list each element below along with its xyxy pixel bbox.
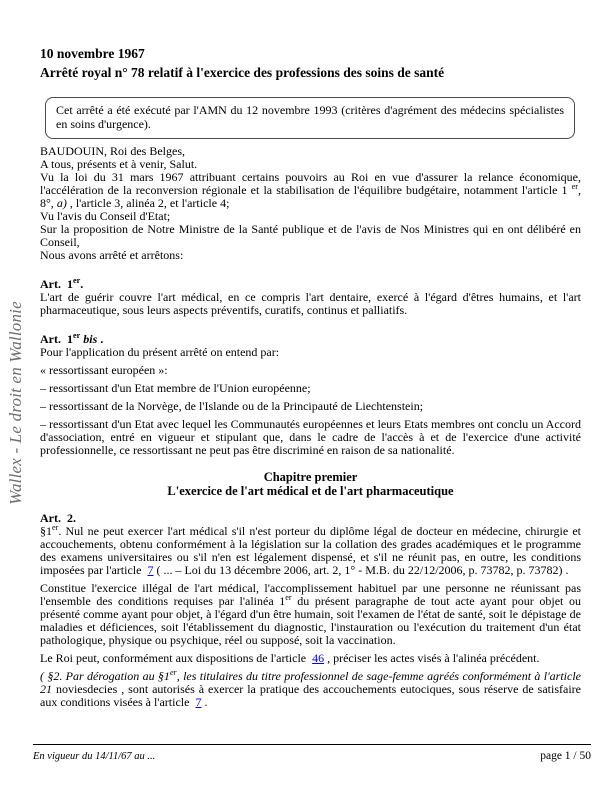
article-1-body: L'art de guérir couvre l'art médical, en ce compris l'art dentaire, exercé à l'égard d'êtres humains, et l'art pharmaceutique, sous leurs aspects préventifs, curatifs, continus et palliatifs.: [40, 290, 581, 317]
wallex-watermark: Wallex - Le droit en Wallonie: [6, 301, 25, 505]
preamble-line-enactment: Nous avons arrêté et arrêtons:: [40, 248, 184, 262]
document-header: [40, 44, 581, 82]
article-1-heading: Art. 1er.: [40, 276, 84, 291]
preamble: [40, 145, 581, 262]
article-2-paragraph-4: ( §2. Par dérogation au §1er, les titulaires du titre professionnel de sage-femme agréés conformément à l'article 21 noviesdecies , sont autorisés à exercer la pratique des accouchements eutociques, sous réserve de satisfaire aux conditions visées à l'article 7 .: [40, 668, 581, 709]
footer-page-number: page 1 / 50: [540, 750, 591, 762]
preamble-line-salutation: A tous, présents et à venir, Salut.: [40, 157, 198, 171]
document-content: [40, 44, 581, 709]
article-1bis-heading: Art. 1er bis .: [40, 331, 104, 346]
preamble-line-king: BAUDOUIN, Roi des Belges,: [40, 144, 185, 158]
chapter-heading: [40, 470, 581, 498]
document-date: 10 novembre 1967: [40, 46, 145, 61]
article-1bis-term: « ressortissant européen »:: [40, 363, 168, 377]
execution-notice-text: Cet arrêté a été exécuté par l'AMN du 12 novembre 1993 (critères d'agrément des médecins spécialistes en soins d'urgence).: [56, 103, 564, 131]
article-1bis-intro: Pour l'application du présent arrêté on entend par:: [40, 345, 280, 359]
article-1bis-item: – ressortissant d'un Etat avec lequel les Communautés européennes et leurs Etats membres ont conclu un Accord d'association, entré en vigueur et stipulant que, dans le cadre de l'accès à et de l'exercice d'une activité professionnelle, ce ressortissant ne peut pas être discriminé en raison de sa nationalité.: [40, 417, 581, 457]
chapter-title: L'exercice de l'art médical et de l'art pharmaceutique: [167, 484, 454, 498]
article-2-paragraph-1: §1er. Nul ne peut exercer l'art médical s'il n'est porteur du diplôme légal de docteur en médecine, chirurgie et accouchements, obtenu conformément à la législation sur la collation des grades académiques et le programme des examens universitaires ou s'il n'en est légalement dispensé, et s'il ne réunit pas, en outre, les conditions imposées par l'article 7 ( ... – Loi du 13 décembre 2006, art. 2, 1° - M.B. du 22/12/2006, p. 73782, p. 73782) .: [40, 523, 581, 577]
article-link[interactable]: 7: [195, 695, 202, 709]
article-2-heading: Art. 2.: [40, 511, 76, 525]
article-2-paragraph-3: Le Roi peut, conformément aux dispositions de l'article 46 , préciser les actes visés à l'alinéa précédent.: [40, 651, 540, 665]
document-title: Arrêté royal n° 78 relatif à l'exercice des professions des soins de santé: [40, 65, 445, 80]
article-2-paragraph-2: Constitue l'exercice illégal de l'art médical, l'accomplissement habituel par une personne ne réunissant pas l'ensemble des conditions requises par l'alinéa 1er du présent paragraphe de tout acte ayant pour objet ou présenté comme ayant pour objet, à l'égard d'un être humain, soit l'examen de l'état de santé, soit le dépistage de maladies et déficiences, soit l'établissement du diagnostic, l'instauration ou l'exécution du traitement d'un état pathologique, physique ou psychique, réel ou supposé, soit la vaccination.: [40, 581, 581, 647]
execution-notice-box: [45, 97, 575, 139]
preamble-line-proposition: Sur la proposition de Notre Ministre de la Santé publique et de l'avis de Nos Ministres qui en ont délibéré en Conseil,: [40, 222, 581, 249]
page-footer: [33, 744, 591, 762]
article-link[interactable]: 46: [312, 651, 325, 665]
footer-validity: En vigueur du 14/11/67 au ...: [33, 751, 156, 762]
preamble-line-vu-loi: Vu la loi du 31 mars 1967 attribuant certains pouvoirs au Roi en vue d'assurer la relance économique, l'accélération de la reconversion régionale et la stabilisation de l'équilibre budgétaire, notamment l'article 1 $^{er}$, 8°, a) , l'article 3, alinéa 2, et l'article 4;: [40, 170, 581, 210]
article-1bis-item: – ressortissant d'un Etat membre de l'Union européenne;: [40, 381, 311, 395]
article-1bis-item: – ressortissant de la Norvège, de l'Islande ou de la Principauté de Liechtenstein;: [40, 399, 424, 413]
chapter-number: Chapitre premier: [263, 470, 358, 484]
preamble-line-vu-avis: Vu l'avis du Conseil d'Etat;: [40, 209, 171, 223]
article-link[interactable]: 7: [147, 563, 154, 577]
